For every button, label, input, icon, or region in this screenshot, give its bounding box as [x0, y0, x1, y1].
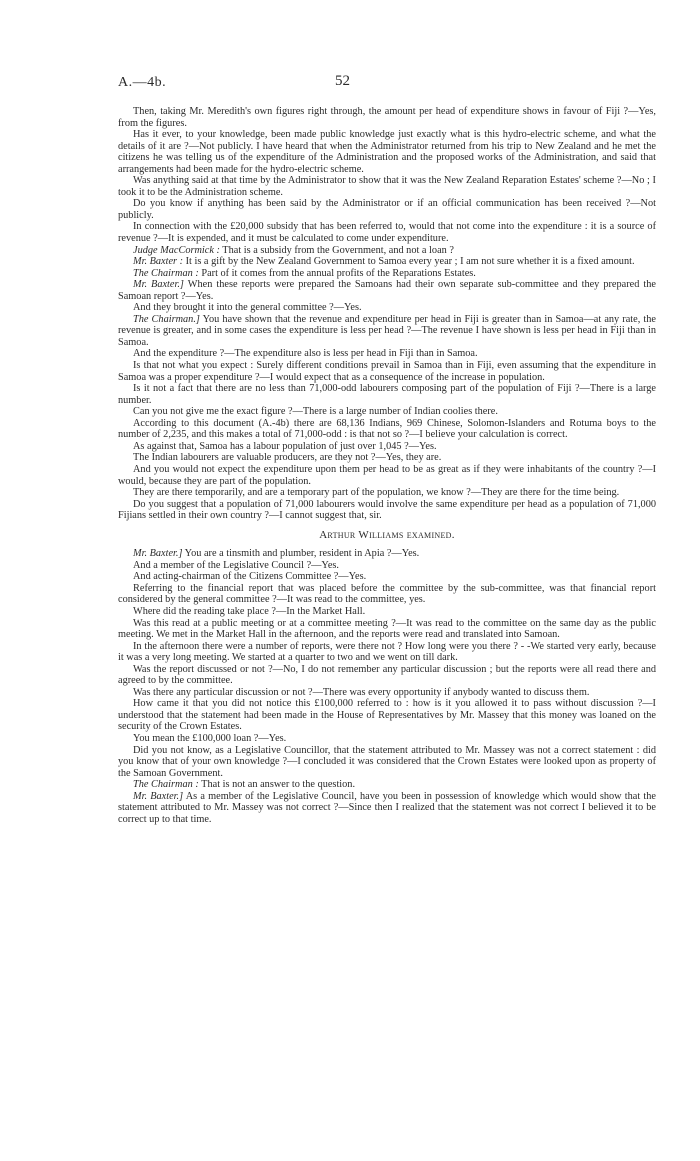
paragraph — [118, 268, 656, 280]
paragraph-text: And you would not expect the expenditure upon them per head to be as great as if they were inhabitants of the country ?—I would, because they are part of the population. — [118, 463, 656, 487]
paragraph-text: That is not an answer to the question. — [198, 779, 356, 791]
paragraph-text: Referring to the financial report that was placed before the committee by the sub-committee, was that financial report considered by the general committee ?—It was read to the committee, yes. — [118, 582, 656, 606]
paragraph — [118, 198, 656, 221]
paragraph-text: Was there any particular discussion or not ?—There was every opportunity if anybody wanted to discuss them. — [133, 686, 590, 698]
paragraph — [118, 791, 656, 826]
paragraph-text: Is it not a fact that there are no less than 71,000-odd labourers composing part of the population of Fiji ?—There is a large number. — [118, 383, 656, 406]
paragraph — [118, 360, 656, 383]
paragraph — [118, 641, 656, 664]
paragraph-text: Is that not what you expect : Surely different conditions prevail in Samoa than in Fiji, even assuming that the expenditure in Samoa was a proper expenditure ?—I would expect that as a consequence of the increase in population. — [118, 360, 656, 383]
paragraph-text: Then, taking Mr. Meredith's own figures right through, the amount per head of expenditure shows in favour of Fiji ?—Yes, from the figures. — [118, 106, 656, 129]
paragraph-text: When these reports were prepared the Samoans had their own separate sub-committee and they prepared the Samoan report ?—Yes. — [118, 279, 656, 302]
paragraph — [118, 129, 656, 175]
paragraph — [118, 106, 656, 129]
paragraph — [118, 418, 656, 441]
paragraph — [118, 560, 656, 572]
paragraph — [118, 406, 656, 418]
paragraph-text: Has it ever, to your knowledge, been made public knowledge just exactly what is this hydro-electric scheme, and what the details of it are ?—Not publicly. I have heard that when the Administrator returned from his trip to New Zealand and he met the citizens he was telling us of the expenditure of the Administration and the proposed works of the Administration, and said that arrangements had been made for the hydro-electric scheme. — [118, 129, 656, 175]
paragraph — [118, 618, 656, 641]
paragraph-text: You are a tinsmith and plumber, resident in Apia ?—Yes. — [182, 548, 420, 560]
paragraph-text: And they brought it into the general committee ?—Yes. — [133, 302, 362, 314]
paragraph — [118, 175, 656, 198]
paragraph — [118, 441, 656, 453]
paragraph-text: And the expenditure ?—The expenditure also is less per head in Fiji than in Samoa. — [133, 348, 478, 360]
witness-heading: Arthur Williams examined. — [319, 528, 455, 541]
paragraph — [118, 302, 656, 314]
paragraph-text: It is a gift by the New Zealand Government to Samoa every year ; I am not sure whether it is a fixed amount. — [183, 256, 635, 268]
paragraph-text: And a member of the Legislative Council ?—Yes. — [133, 559, 339, 571]
paragraph-text: Where did the reading take place ?—In the Market Hall. — [133, 605, 366, 617]
testimony-section-2 — [118, 548, 656, 825]
paragraph — [118, 314, 656, 349]
paragraph — [118, 279, 656, 302]
paragraph — [118, 548, 656, 560]
paragraph — [118, 733, 656, 745]
paragraph-text: Do you know if anything has been said by the Administrator or if an official communication has been received ?—Not publicly. — [118, 198, 656, 221]
paragraph — [118, 499, 656, 522]
paragraph — [118, 221, 656, 244]
paragraph-text: Was anything said at that time by the Administrator to show that it was the New Zealand Reparation Estates' scheme ?—No ; I took it to be the Administration scheme. — [118, 175, 656, 198]
paragraph-text: According to this document (A.-4b) there are 68,136 Indians, 969 Chinese, Solomon-Islanders and Rotuma boys to the number of 2,235, and this makes a total of 71,000-odd : is that not so ?—I believe your calculation is correct. — [118, 417, 656, 441]
speaker-name: Mr. Baxter.] — [133, 790, 184, 802]
speaker-name: Judge MacCormick : — [133, 244, 220, 256]
testimony-section-1 — [118, 106, 656, 522]
paragraph — [118, 745, 656, 780]
paragraph-text: Part of it comes from the annual profits of the Reparations Estates. — [198, 267, 476, 279]
paragraph-text: Was this read at a public meeting or at a committee meeting ?—It was read to the committee on the same day as the public meeting. We met in the Market Hall in the afternoon, and the reports were read and translated into Samoan. — [118, 617, 656, 641]
paragraph — [118, 687, 656, 699]
paragraph — [118, 606, 656, 618]
paragraph — [118, 383, 656, 406]
paragraph — [118, 779, 656, 791]
speaker-name: Mr. Baxter.] — [133, 548, 183, 560]
paragraph — [118, 571, 656, 583]
paragraph — [118, 348, 656, 360]
paragraph-text: Do you suggest that a population of 71,000 labourers would involve the same expenditure per head as a population of 71,000 Fijians settled in their own country ?—I cannot suggest that, sir. — [118, 498, 656, 522]
paragraph-text: Was the report discussed or not ?—No, I do not remember any particular discussion ; but the reports were all read there and agreed to by the committee. — [118, 663, 656, 687]
document-reference: A.—4b. — [118, 75, 167, 90]
paragraph-text: As against that, Samoa has a labour population of just over 1,045 ?—Yes. — [133, 440, 437, 452]
paragraph-text: They are there temporarily, and are a temporary part of the population, we know ?—They are there for the time being. — [133, 487, 620, 499]
paragraph — [118, 664, 656, 687]
paragraph-text: How came it that you did not notice this £100,000 referred to : how is it you allowed it to pass without discussion ?—I understood that the statement had been made in the House of Representatives by Mr. Massey that this money was loaned on the security of the Crown Estates. — [118, 698, 656, 733]
paragraph-text: In the afternoon there were a number of reports, were there not ? How long were you there ? - -We started very early, because it was a very long meeting. We started at a quarter to two and we went on till dark. — [118, 640, 656, 664]
paragraph-text: You have shown that the revenue and expenditure per head in Fiji is greater than in Samoa—at any rate, the revenue is greater, and in some cases the expenditure is less per head ?—The revenue I have shown is less per head in Fiji than in Samoa. — [118, 313, 656, 348]
paragraph — [118, 583, 656, 606]
paragraph-text: In connection with the £20,000 subsidy that has been referred to, would that not come into the expenditure : it is a source of revenue ?—It is expended, and it must be calculated to come under expenditure. — [118, 221, 656, 245]
paragraph-text: The Indian labourers are valuable producers, are they not ?—Yes, they are. — [133, 452, 442, 464]
paragraph — [118, 464, 656, 487]
paragraph-text: Did you not know, as a Legislative Councillor, that the statement attributed to Mr. Massey was not a correct statement : did you know that of your own knowledge ?—I concluded it was considered that the Crown Estates were looked upon as property of the Samoan Government. — [118, 744, 656, 779]
speaker-name: Mr. Baxter.] — [133, 279, 184, 291]
paragraph-text: Can you not give me the exact figure ?—There is a large number of Indian coolies there. — [133, 406, 498, 418]
paragraph — [118, 698, 656, 733]
paragraph-text: That is a subsidy from the Government, and not a loan ? — [219, 244, 454, 256]
speaker-name: The Chairman : — [133, 267, 199, 279]
paragraph-text: And acting-chairman of the Citizens Committee ?—Yes. — [133, 571, 367, 583]
paragraph-text: As a member of the Legislative Council, have you been in possession of knowledge which would show that the statement attributed to Mr. Massey was not correct ?—Since then I realized that the statement was not correct I believed it to be correct up to that time. — [118, 790, 656, 825]
paragraph-text: You mean the £100,000 loan ?—Yes. — [133, 732, 287, 744]
speaker-name: Mr. Baxter : — [133, 256, 184, 268]
paragraph — [118, 245, 656, 257]
document-body — [118, 106, 656, 825]
paragraph — [118, 487, 656, 499]
page-number: 52 — [335, 73, 350, 89]
speaker-name: The Chairman.] — [133, 313, 200, 325]
paragraph — [118, 256, 656, 268]
paragraph — [118, 452, 656, 464]
speaker-name: The Chairman : — [133, 779, 199, 791]
